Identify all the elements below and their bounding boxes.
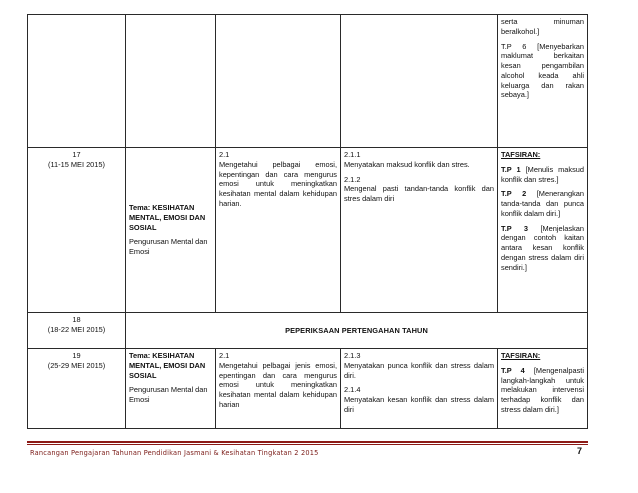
tp-label: T.P 3 [501,223,529,233]
tema-cell [126,148,216,313]
week-cell [28,148,126,313]
tp-text: [Mengenalpasti langkah-langkah untuk melakukan intervensi terhadap konflik dan stress dalam diri.] [501,365,584,414]
footer-rule-thin [27,444,588,445]
tema-cell [126,15,216,148]
sp-text: Menyatakan kesan konflik dan stress dalam diri [344,395,494,414]
sp-code: 2.1.2 [344,174,361,184]
sk-cell [216,349,341,429]
sk-code: 2.1 [219,150,230,159]
tafsiran-text: serta minuman beralkohol.] [501,17,584,36]
footer-rule [27,441,588,443]
footer-text: Rancangan Pengajaran Tahunan Pendidikan Jasmani & Kesihatan Tingkatan 2 2015 [30,449,319,457]
sk-text: Mengetahui pelbagai emosi, kepentingan dan cara mengurus emosi untuk meningkatkan kesihatan mental dalam kehidupan harian. [219,159,337,208]
sk-cell [216,148,341,313]
sp-code: 2.1.1 [344,150,361,159]
sk-cell [216,15,341,148]
week-date: (18-22 MEI 2015) [47,324,106,334]
week-date: (25-29 MEI 2015) [47,360,106,370]
sp-text: Mengenal pasti tandan-tanda konflik dan stres dalam diri [344,184,494,204]
week-cell [28,349,126,429]
tp-label: T.P 1 [501,164,521,174]
week-cell [28,15,126,148]
sp-cell [341,148,498,313]
tafsiran-cell [498,15,588,148]
table-row [28,148,588,313]
tafsiran-text: T.P 6 [Menyebarkan maklumat berkaitan kesan pengambilan alcohol keada ahli keluarga dan rakan sebaya.] [501,41,584,100]
sp-code: 2.1.3 [344,351,361,360]
sp-cell [341,15,498,148]
tema-title: Tema: KESIHATAN MENTAL, EMOSI DAN SOSIAL [129,203,206,232]
rpt-table [27,14,588,429]
tafsiran-heading: TAFSIRAN: [501,351,541,360]
tp-text: [Menulis maksud konflik dan stres.] [501,164,584,184]
tema-cell [126,349,216,429]
sk-code: 2.1 [219,351,230,360]
table-row [28,349,588,429]
table-row [28,313,588,349]
week-number: 17 [72,150,81,159]
tp-label: T.P 2 [501,189,527,199]
sp-code: 2.1.4 [344,385,361,395]
tp-text: [Menerangkan tanda-tanda dan punca konflik dalam diri.] [501,189,584,218]
week-date: (11-15 MEI 2015) [48,159,105,169]
tafsiran-cell [498,349,588,429]
tema-subtitle: Pengurusan Mental dan Emosi [129,237,208,257]
table-row [28,15,588,148]
exam-banner: PEPERIKSAAN PERTENGAHAN TAHUN [126,313,588,349]
week-cell [28,313,126,349]
tafsiran-cell [498,148,588,313]
tp-text: [Menjelaskan dengan contoh kaitan antara kesan konflik dengan stress dalam diri sendiri.] [501,223,584,272]
sp-text: Menyatakan punca konflik dan stress dalam diri. [344,360,494,380]
week-number: 19 [72,351,81,360]
page-number: 7 [577,446,583,456]
week-number: 18 [72,315,81,324]
sk-text: Mengetahui pelbagai jenis emosi, epentingan dan cara mengurus emosi untuk meningkatkan kesihatan mental dalam kehidupan harian [219,360,337,409]
tema-title: Tema: KESIHATAN MENTAL, EMOSI DAN SOSIAL [129,351,206,380]
sp-text: Menyatakan maksud konflik dan stres. [344,159,470,169]
sp-cell [341,349,498,429]
tema-subtitle: Pengurusan Mental dan Emosi [129,385,208,405]
tp-label: T.P 4 [501,365,525,375]
tafsiran-heading: TAFSIRAN: [501,150,541,159]
